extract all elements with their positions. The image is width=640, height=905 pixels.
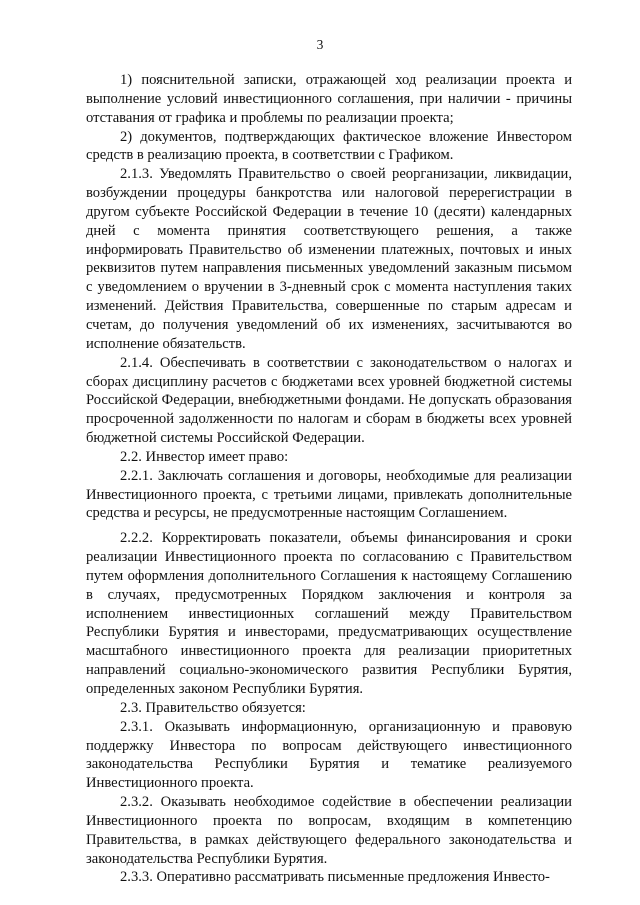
paragraph-2-2-2: 2.2.2. Корректировать показатели, объемы финансирования и сроки реализации Инвестиционного проекта по согласованию с Правительством путем оформления дополнительного Соглашения к настоящему Соглашению в случаях, предусмотренных Порядком заключения и контроля за исполнением инвестиционных соглашений между Правительством Республики Бурятия и инвесторами, предусматривающих осуществление масштабного инвестиционного проекта для реализации приоритетных направлений социально-экономического развития Республики Бурятия, определенных законом Республики Бурятия. [86, 530, 572, 697]
paragraph-item-1: 1) пояснительной записки, отражающей ход реализации проекта и выполнение условий инвестиционного соглашения, при наличии - причины отставания от графика и проблемы по реализации проекта; [86, 72, 572, 126]
paragraph-2-2-1: 2.2.1. Заключать соглашения и договоры, необходимые для реализации Инвестиционного проекта, с третьими лицами, привлекать дополнительные средства и ресурсы, не предусмотренные настоящим Соглашением. [86, 467, 572, 522]
paragraph-2-3-3: 2.3.3. Оперативно рассматривать письменные предложения Инвесто- [120, 869, 550, 886]
paragraph-2-1-3: 2.1.3. Уведомлять Правительство о своей реорганизации, ликвидации, возбуждении процедуры банкротства или налоговой перерегистрации в другом субъекте Российской Федерации в течение 10 (десяти) календарных дней с момента принятия соответствующего решения, а также информировать Правительство об изменении платежных, почтовых и иных реквизитов путем направления письменных уведомлений заказным письмом с уведомлением о вручении в 3-дневный срок с момента наступления таких изменений. Действия Правительства, совершенные по старым адресам и счетам, до получения уведомлений об их изменениях, засчитываются во исполнение обязательств. [86, 166, 572, 352]
paragraph-item-2: 2) документов, подтверждающих фактическое вложение Инвестором средств в реализацию проекта, в соответствии с Графиком. [86, 128, 572, 164]
page-number: 3 [316, 37, 324, 52]
document-body [86, 71, 572, 887]
paragraph-2-3-1: 2.3.1. Оказывать информационную, организационную и правовую поддержку Инвестора по вопросам действующего инвестиционного законодательства Республики Бурятия и тематике реализуемого Инвестиционного проекта. [86, 718, 572, 792]
paragraph-2-3-2: 2.3.2. Оказывать необходимое содействие в обеспечении реализации Инвестиционного проекта по вопросам, входящим в компетенцию Правительства, в рамках действующего федерального законодательства и законодательства Республики Бурятия. [86, 794, 572, 867]
paragraph-2-3: 2.3. Правительство обязуется: [120, 699, 306, 716]
paragraph-2-2: 2.2. Инвестор имеет право: [120, 448, 289, 465]
paragraph-2-1-4: 2.1.4. Обеспечивать в соответствии с законодательством о налогах и сборах дисциплину расчетов с бюджетами всех уровней бюджетной системы Российской Федерации, внебюджетными фондами. Не допускать образования просроченной задолженности по налогам и сборам в бюджеты всех уровней бюджетной системы Российской Федерации. [86, 354, 572, 447]
